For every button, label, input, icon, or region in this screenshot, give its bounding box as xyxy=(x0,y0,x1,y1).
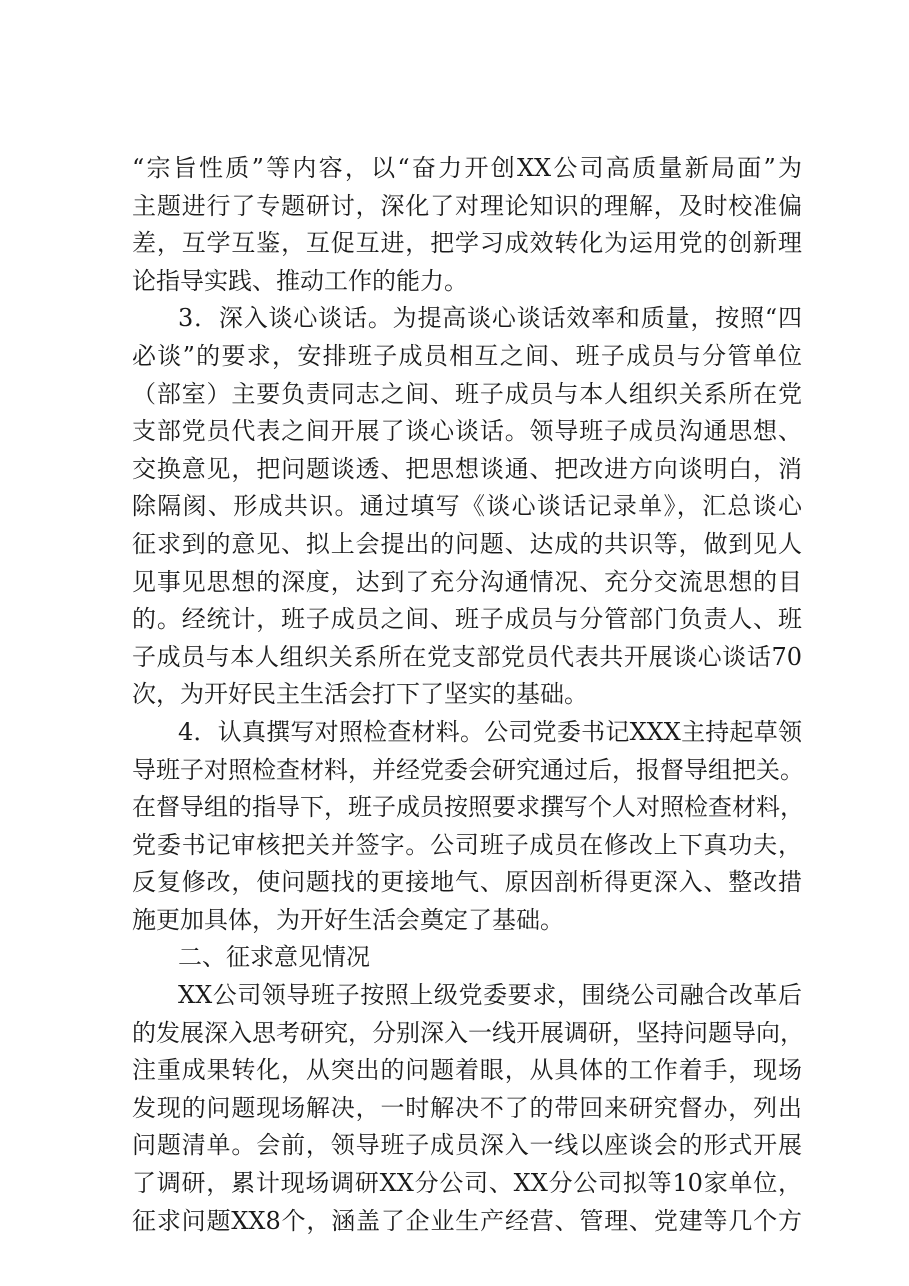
text-line: 反复修改，使问题找的更接地气、原因剖析得更深入、整改措 xyxy=(132,868,802,897)
text-line: 论指导实践、推动工作的能力。 xyxy=(132,266,468,295)
text-line: 发现的问题现场解决，一时解决不了的带回来研究督办，列出 xyxy=(132,1093,802,1122)
text-line: 次，为开好民主生活会打下了坚实的基础。 xyxy=(132,680,588,709)
text-line: 党委书记审核把关并签字。公司班子成员在修改上下真功夫， xyxy=(132,830,802,859)
text-line: 交换意见，把问题谈透、把思想谈通、把改进方向谈明白，消 xyxy=(132,454,802,483)
text-line: XX公司领导班子按照上级党委要求，围绕公司融合改革后 xyxy=(178,981,802,1010)
text-line: 必谈”的要求，安排班子成员相互之间、班子成员与分管单位 xyxy=(132,341,802,370)
text-line: 3．深入谈心谈话。为提高谈心谈话效率和质量，按照“四 xyxy=(178,304,802,333)
text-line: 支部党员代表之间开展了谈心谈话。领导班子成员沟通思想、 xyxy=(132,417,802,446)
text-line: 除隔阂、形成共识。通过填写《谈心谈话记录单》，汇总谈心 xyxy=(132,492,802,521)
body-text xyxy=(132,150,802,1240)
text-line: （部室）主要负责同志之间、班子成员与本人组织关系所在党 xyxy=(132,379,802,408)
text-line: 差，互学互鉴，互促互进，把学习成效转化为运用党的创新理 xyxy=(132,229,802,258)
text-line: 二、征求意见情况 xyxy=(178,943,370,972)
text-line: 4．认真撰写对照检查材料。公司党委书记XXX主持起草领 xyxy=(178,717,802,746)
text-line: 注重成果转化，从突出的问题着眼，从具体的工作着手，现场 xyxy=(132,1056,802,1085)
text-line: 施更加具体，为开好生活会奠定了基础。 xyxy=(132,905,564,934)
text-line: “宗旨性质”等内容，以“奋力开创XX公司高质量新局面”为 xyxy=(132,154,802,182)
text-line: 导班子对照检查材料，并经党委会研究通过后，报督导组把关。 xyxy=(132,755,804,784)
text-line: 征求问题XX8个，涵盖了企业生产经营、管理、党建等几个方 xyxy=(132,1206,802,1235)
text-line: 问题清单。会前，领导班子成员深入一线以座谈会的形式开展 xyxy=(132,1131,802,1160)
text-line: 的。经统计，班子成员之间、班子成员与分管部门负责人、班 xyxy=(132,605,802,634)
text-line: 的发展深入思考研究，分别深入一线开展调研，坚持问题导向， xyxy=(132,1018,804,1047)
text-line: 征求到的意见、拟上会提出的问题、达成的共识等，做到见人 xyxy=(132,529,802,558)
text-line: 在督导组的指导下，班子成员按照要求撰写个人对照检查材料， xyxy=(132,793,804,822)
text-line: 了调研，累计现场调研XX分公司、XX分公司拟等10家单位， xyxy=(132,1169,802,1198)
text-line: 见事见思想的深度，达到了充分沟通情况、充分交流思想的目 xyxy=(132,567,802,596)
text-line: 子成员与本人组织关系所在党支部党员代表共开展谈心谈话70 xyxy=(132,642,802,671)
text-line: 主题进行了专题研讨，深化了对理论知识的理解，及时校准偏 xyxy=(132,191,802,220)
